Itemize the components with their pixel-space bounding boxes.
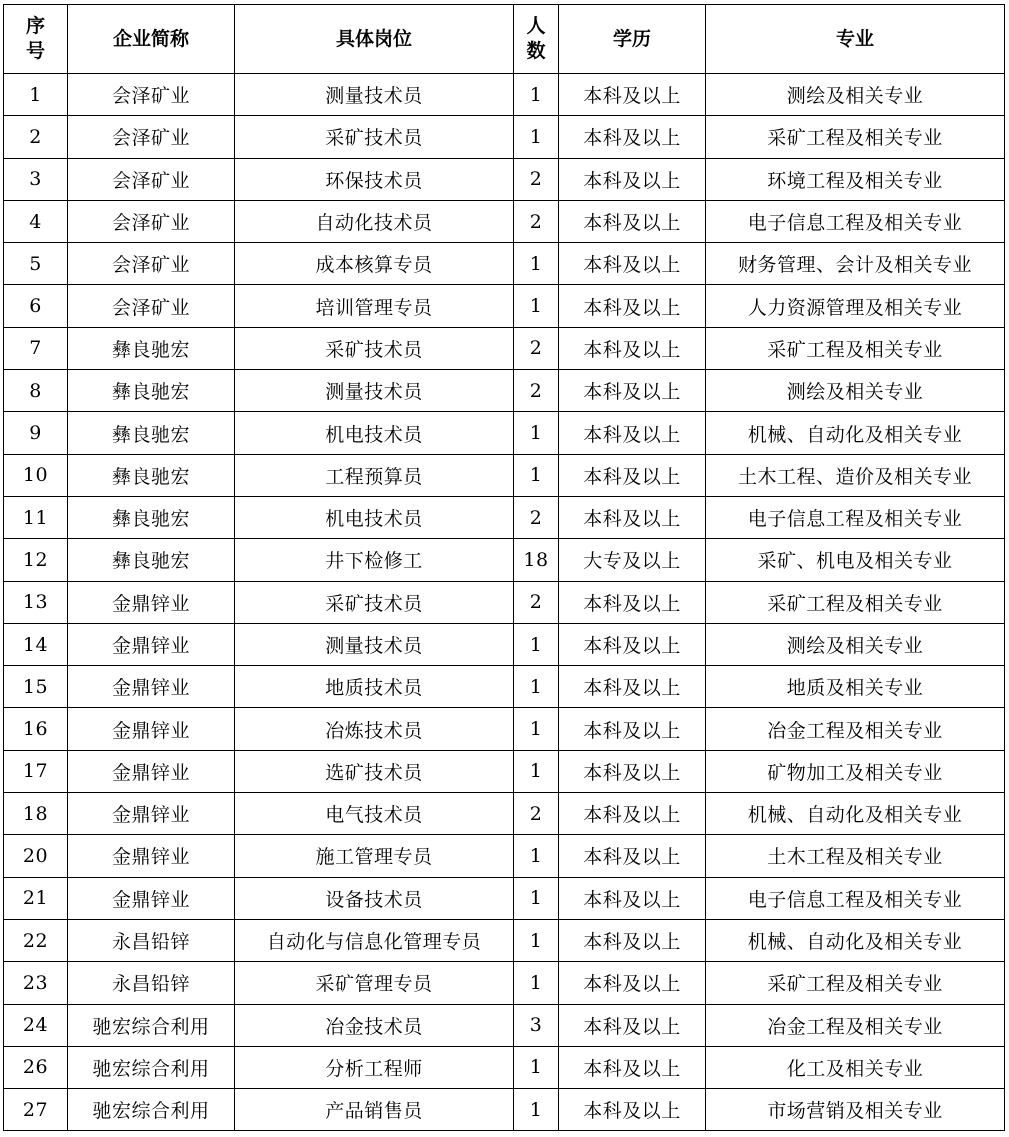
table-row: [4, 200, 1005, 242]
cell-education: 本科及以上: [559, 454, 706, 496]
cell-major: 测绘及相关专业: [706, 370, 1005, 412]
cell-seq: 11: [4, 496, 68, 538]
cell-major: 机械、自动化及相关专业: [706, 412, 1005, 454]
cell-major: 土木工程及相关专业: [706, 835, 1005, 877]
cell-major: 冶金工程及相关专业: [706, 708, 1005, 750]
header-seq: [4, 5, 68, 74]
cell-seq: 12: [4, 539, 68, 581]
cell-count: 1: [514, 74, 559, 116]
cell-count: 2: [514, 200, 559, 242]
table-row: [4, 1004, 1005, 1046]
cell-major: 机械、自动化及相关专业: [706, 793, 1005, 835]
cell-position: 施工管理专员: [235, 835, 514, 877]
header-seq-line1: 序: [25, 15, 45, 37]
cell-education: 本科及以上: [559, 1046, 706, 1088]
recruitment-table: [3, 4, 1005, 1131]
cell-major: 采矿工程及相关专业: [706, 327, 1005, 369]
cell-count: 1: [514, 962, 559, 1004]
cell-major: 环境工程及相关专业: [706, 158, 1005, 200]
cell-position: 培训管理专员: [235, 285, 514, 327]
cell-major: 测绘及相关专业: [706, 74, 1005, 116]
cell-position: 电气技术员: [235, 793, 514, 835]
table-row: [4, 793, 1005, 835]
cell-company: 彝良驰宏: [68, 496, 235, 538]
cell-company: 彝良驰宏: [68, 539, 235, 581]
cell-education: 本科及以上: [559, 116, 706, 158]
table-row: [4, 370, 1005, 412]
cell-seq: 17: [4, 750, 68, 792]
cell-company: 彝良驰宏: [68, 454, 235, 496]
header-company: 企业简称: [68, 5, 235, 74]
cell-seq: 18: [4, 793, 68, 835]
table-row: [4, 581, 1005, 623]
table-row: [4, 412, 1005, 454]
cell-education: 本科及以上: [559, 666, 706, 708]
cell-company: 彝良驰宏: [68, 412, 235, 454]
header-education: 学历: [559, 5, 706, 74]
cell-company: 金鼎锌业: [68, 835, 235, 877]
cell-count: 1: [514, 1046, 559, 1088]
cell-company: 会泽矿业: [68, 243, 235, 285]
cell-position: 工程预算员: [235, 454, 514, 496]
cell-education: 本科及以上: [559, 1004, 706, 1046]
cell-count: 2: [514, 496, 559, 538]
cell-company: 金鼎锌业: [68, 581, 235, 623]
cell-count: 1: [514, 919, 559, 961]
table-row: [4, 1046, 1005, 1088]
table-row: [4, 243, 1005, 285]
cell-count: 1: [514, 623, 559, 665]
cell-company: 会泽矿业: [68, 116, 235, 158]
cell-major: 测绘及相关专业: [706, 623, 1005, 665]
cell-seq: 16: [4, 708, 68, 750]
cell-position: 选矿技术员: [235, 750, 514, 792]
cell-education: 本科及以上: [559, 200, 706, 242]
cell-position: 机电技术员: [235, 496, 514, 538]
cell-education: 本科及以上: [559, 243, 706, 285]
cell-education: 本科及以上: [559, 623, 706, 665]
cell-company: 驰宏综合利用: [68, 1046, 235, 1088]
table-row: [4, 1089, 1005, 1131]
cell-seq: 20: [4, 835, 68, 877]
cell-seq: 15: [4, 666, 68, 708]
cell-education: 大专及以上: [559, 539, 706, 581]
cell-seq: 1: [4, 74, 68, 116]
table-row: [4, 496, 1005, 538]
cell-seq: 23: [4, 962, 68, 1004]
table-row: [4, 877, 1005, 919]
cell-count: 1: [514, 666, 559, 708]
cell-position: 测量技术员: [235, 370, 514, 412]
cell-company: 会泽矿业: [68, 158, 235, 200]
cell-position: 采矿技术员: [235, 581, 514, 623]
cell-count: 1: [514, 1089, 559, 1131]
header-position: 具体岗位: [235, 5, 514, 74]
cell-position: 地质技术员: [235, 666, 514, 708]
table-row: [4, 750, 1005, 792]
cell-position: 采矿技术员: [235, 327, 514, 369]
cell-education: 本科及以上: [559, 708, 706, 750]
cell-seq: 27: [4, 1089, 68, 1131]
cell-major: 财务管理、会计及相关专业: [706, 243, 1005, 285]
header-count-line2: 数: [526, 40, 546, 62]
cell-major: 电子信息工程及相关专业: [706, 496, 1005, 538]
cell-major: 矿物加工及相关专业: [706, 750, 1005, 792]
table-row: [4, 962, 1005, 1004]
cell-company: 会泽矿业: [68, 200, 235, 242]
cell-count: 1: [514, 116, 559, 158]
cell-education: 本科及以上: [559, 919, 706, 961]
cell-position: 井下检修工: [235, 539, 514, 581]
cell-company: 会泽矿业: [68, 285, 235, 327]
table-row: [4, 539, 1005, 581]
cell-seq: 7: [4, 327, 68, 369]
cell-education: 本科及以上: [559, 370, 706, 412]
cell-seq: 9: [4, 412, 68, 454]
cell-major: 采矿工程及相关专业: [706, 581, 1005, 623]
cell-major: 人力资源管理及相关专业: [706, 285, 1005, 327]
cell-count: 1: [514, 708, 559, 750]
table-row: [4, 74, 1005, 116]
cell-count: 18: [514, 539, 559, 581]
cell-major: 机械、自动化及相关专业: [706, 919, 1005, 961]
header-major: 专业: [706, 5, 1005, 74]
cell-major: 市场营销及相关专业: [706, 1089, 1005, 1131]
cell-position: 测量技术员: [235, 74, 514, 116]
cell-major: 土木工程、造价及相关专业: [706, 454, 1005, 496]
cell-education: 本科及以上: [559, 412, 706, 454]
table-row: [4, 666, 1005, 708]
cell-position: 冶金技术员: [235, 1004, 514, 1046]
cell-count: 1: [514, 412, 559, 454]
cell-education: 本科及以上: [559, 962, 706, 1004]
table-row: [4, 285, 1005, 327]
table-row: [4, 116, 1005, 158]
table-row: [4, 919, 1005, 961]
cell-seq: 10: [4, 454, 68, 496]
cell-education: 本科及以上: [559, 74, 706, 116]
cell-position: 采矿技术员: [235, 116, 514, 158]
cell-position: 环保技术员: [235, 158, 514, 200]
cell-company: 彝良驰宏: [68, 370, 235, 412]
cell-company: 金鼎锌业: [68, 793, 235, 835]
cell-position: 采矿管理专员: [235, 962, 514, 1004]
cell-education: 本科及以上: [559, 158, 706, 200]
cell-position: 测量技术员: [235, 623, 514, 665]
header-count: [514, 5, 559, 74]
cell-education: 本科及以上: [559, 285, 706, 327]
table-row: [4, 708, 1005, 750]
table-row: [4, 158, 1005, 200]
cell-position: 产品销售员: [235, 1089, 514, 1131]
cell-company: 金鼎锌业: [68, 877, 235, 919]
cell-major: 电子信息工程及相关专业: [706, 877, 1005, 919]
cell-count: 3: [514, 1004, 559, 1046]
cell-major: 电子信息工程及相关专业: [706, 200, 1005, 242]
cell-count: 2: [514, 370, 559, 412]
cell-education: 本科及以上: [559, 581, 706, 623]
cell-seq: 8: [4, 370, 68, 412]
cell-company: 金鼎锌业: [68, 708, 235, 750]
table-body: [4, 74, 1005, 1131]
cell-seq: 26: [4, 1046, 68, 1088]
cell-seq: 13: [4, 581, 68, 623]
header-row: [4, 5, 1005, 74]
cell-seq: 22: [4, 919, 68, 961]
table-header: [4, 5, 1005, 74]
cell-position: 自动化技术员: [235, 200, 514, 242]
header-seq-line2: 号: [25, 40, 45, 62]
cell-count: 1: [514, 750, 559, 792]
cell-education: 本科及以上: [559, 877, 706, 919]
cell-count: 2: [514, 327, 559, 369]
cell-count: 2: [514, 158, 559, 200]
cell-count: 2: [514, 581, 559, 623]
cell-seq: 5: [4, 243, 68, 285]
table-row: [4, 327, 1005, 369]
cell-major: 地质及相关专业: [706, 666, 1005, 708]
cell-seq: 4: [4, 200, 68, 242]
cell-count: 1: [514, 835, 559, 877]
cell-major: 冶金工程及相关专业: [706, 1004, 1005, 1046]
cell-company: 永昌铅锌: [68, 919, 235, 961]
cell-count: 1: [514, 877, 559, 919]
cell-company: 金鼎锌业: [68, 750, 235, 792]
cell-major: 采矿、机电及相关专业: [706, 539, 1005, 581]
cell-education: 本科及以上: [559, 835, 706, 877]
cell-seq: 6: [4, 285, 68, 327]
cell-count: 1: [514, 285, 559, 327]
cell-count: 1: [514, 243, 559, 285]
cell-major: 化工及相关专业: [706, 1046, 1005, 1088]
cell-seq: 24: [4, 1004, 68, 1046]
cell-major: 采矿工程及相关专业: [706, 962, 1005, 1004]
cell-seq: 14: [4, 623, 68, 665]
cell-education: 本科及以上: [559, 327, 706, 369]
cell-company: 金鼎锌业: [68, 666, 235, 708]
cell-company: 金鼎锌业: [68, 623, 235, 665]
cell-position: 分析工程师: [235, 1046, 514, 1088]
cell-seq: 21: [4, 877, 68, 919]
cell-education: 本科及以上: [559, 750, 706, 792]
cell-education: 本科及以上: [559, 496, 706, 538]
cell-education: 本科及以上: [559, 793, 706, 835]
cell-company: 永昌铅锌: [68, 962, 235, 1004]
cell-seq: 2: [4, 116, 68, 158]
cell-company: 驰宏综合利用: [68, 1089, 235, 1131]
table-row: [4, 454, 1005, 496]
header-count-line1: 人: [526, 15, 546, 37]
cell-education: 本科及以上: [559, 1089, 706, 1131]
cell-seq: 3: [4, 158, 68, 200]
cell-position: 冶炼技术员: [235, 708, 514, 750]
cell-company: 会泽矿业: [68, 74, 235, 116]
cell-position: 自动化与信息化管理专员: [235, 919, 514, 961]
table-row: [4, 835, 1005, 877]
cell-position: 机电技术员: [235, 412, 514, 454]
cell-company: 驰宏综合利用: [68, 1004, 235, 1046]
table-row: [4, 623, 1005, 665]
cell-company: 彝良驰宏: [68, 327, 235, 369]
cell-major: 采矿工程及相关专业: [706, 116, 1005, 158]
cell-count: 2: [514, 793, 559, 835]
cell-position: 设备技术员: [235, 877, 514, 919]
cell-count: 1: [514, 454, 559, 496]
cell-position: 成本核算专员: [235, 243, 514, 285]
